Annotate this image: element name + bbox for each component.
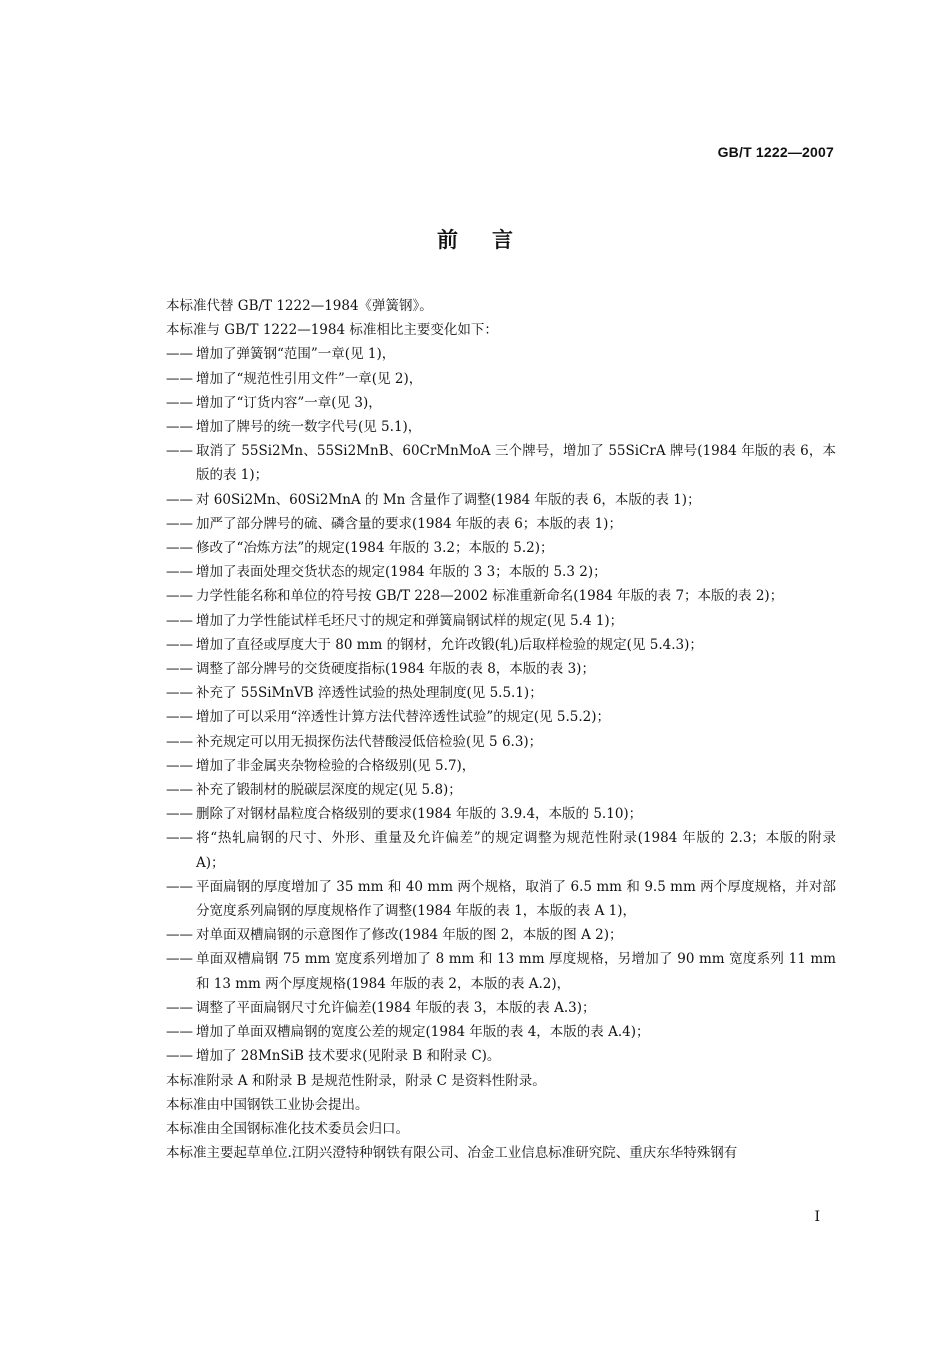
change-item bbox=[166, 342, 836, 366]
change-item-text: 将“热轧扁钢的尺寸、外形、重量及允许偏差”的规定调整为规范性附录(1984 年版的 2.3；本版的附录 A)； bbox=[196, 830, 836, 871]
change-item bbox=[166, 1044, 836, 1068]
dash-marker: —— bbox=[166, 515, 193, 532]
change-item-text: 力学性能名称和单位的符号按 GB/T 228—2002 标准重新命名(1984 年版的表 7；本版的表 2)； bbox=[196, 588, 784, 605]
change-item bbox=[166, 705, 836, 729]
intro-line-2: 本标准与 GB/T 1222—1984 标准相比主要变化如下： bbox=[166, 322, 498, 339]
change-item-text: 取消了 55Si2Mn、55Si2MnB、60CrMnMoA 三个牌号，增加了 55SiCrA 牌号(1984 年版的表 6，本版的表 1)； bbox=[196, 443, 836, 484]
change-item-text: 对单面双槽扁钢的示意图作了修改(1984 年版的图 2，本版的图 A 2)； bbox=[196, 927, 623, 944]
change-item bbox=[166, 609, 836, 633]
dash-marker: —— bbox=[166, 757, 193, 774]
change-item bbox=[166, 923, 836, 947]
change-item bbox=[166, 488, 836, 512]
dash-marker: —— bbox=[166, 733, 193, 750]
change-item bbox=[166, 560, 836, 584]
intro-line-1: 本标准代替 GB/T 1222—1984《弹簧钢》。 bbox=[166, 298, 433, 314]
foreword-body bbox=[166, 294, 836, 1165]
change-item bbox=[166, 657, 836, 681]
change-item bbox=[166, 681, 836, 705]
dash-marker: —— bbox=[166, 661, 193, 678]
closing-line-4: 本标准主要起草单位.江阴兴澄特种钢铁有限公司、冶金工业信息标准研究院、重庆东华特殊钢有 bbox=[166, 1145, 738, 1162]
change-item bbox=[166, 1020, 836, 1044]
dash-marker: —— bbox=[166, 564, 193, 581]
closing-line-2: 本标准由中国钢铁工业协会提出。 bbox=[166, 1096, 369, 1113]
change-item-text: 增加了“规范性引用文件”一章(见 2)， bbox=[196, 370, 423, 387]
dash-marker: —— bbox=[166, 394, 193, 411]
dash-marker: —— bbox=[166, 1048, 193, 1065]
dash-marker: —— bbox=[166, 419, 193, 436]
change-item-text: 调整了部分牌号的交货硬度指标(1984 年版的表 8，本版的表 3)； bbox=[196, 661, 595, 678]
change-item-text: 增加了直径或厚度大于 80 mm 的钢材，允许改锻(轧)后取样检验的规定(见 5.4.3)； bbox=[196, 636, 703, 653]
change-item bbox=[166, 947, 836, 995]
change-item-text: 增加了牌号的统一数字代号(见 5.1)， bbox=[196, 419, 422, 436]
closing-line-3: 本标准由全国钢标准化技术委员会归口。 bbox=[166, 1120, 409, 1137]
change-item bbox=[166, 439, 836, 487]
change-item bbox=[166, 826, 836, 874]
dash-marker: —— bbox=[166, 806, 193, 823]
change-item bbox=[166, 367, 836, 391]
dash-marker: —— bbox=[166, 370, 193, 387]
change-item-text: 加严了部分牌号的硫、磷含量的要求(1984 年版的表 6；本版的表 1)； bbox=[196, 515, 622, 532]
dash-marker: —— bbox=[166, 346, 193, 363]
dash-marker: —— bbox=[166, 830, 193, 847]
change-item-text: 增加了力学性能试样毛坯尺寸的规定和弹簧扁钢试样的规定(见 5.4 1)； bbox=[196, 612, 624, 629]
dash-marker: —— bbox=[166, 636, 193, 653]
change-item-text: 删除了对钢材晶粒度合格级别的要求(1984 年版的 3.9.4，本版的 5.10)； bbox=[196, 806, 643, 823]
dash-marker: —— bbox=[166, 540, 193, 557]
change-item-text: 增加了单面双槽扁钢的宽度公差的规定(1984 年版的表 4，本版的表 A.4)； bbox=[196, 1024, 650, 1041]
change-item bbox=[166, 996, 836, 1020]
dash-marker: —— bbox=[166, 443, 193, 460]
change-item-text: 增加了表面处理交货状态的规定(1984 年版的 3 3；本版的 5.3 2)； bbox=[196, 564, 607, 581]
change-item-text: 修改了“冶炼方法”的规定(1984 年版的 3.2；本版的 5.2)； bbox=[196, 540, 554, 557]
change-item-text: 对 60Si2Mn、60Si2MnA 的 Mn 含量作了调整(1984 年版的表 6，本版的表 1)； bbox=[196, 491, 701, 508]
change-item-text: 增加了弹簧钢“范围”一章(见 1)， bbox=[196, 346, 396, 363]
change-item bbox=[166, 730, 836, 754]
dash-marker: —— bbox=[166, 782, 193, 799]
dash-marker: —— bbox=[166, 685, 193, 702]
change-item-text: 增加了“订货内容”一章(见 3)， bbox=[196, 394, 382, 411]
change-item bbox=[166, 802, 836, 826]
dash-marker: —— bbox=[166, 878, 193, 895]
dash-marker: —— bbox=[166, 999, 193, 1016]
dash-marker: —— bbox=[166, 612, 193, 629]
closing-line-1: 本标准附录 A 和附录 B 是规范性附录，附录 C 是资料性附录。 bbox=[166, 1072, 546, 1089]
dash-marker: —— bbox=[166, 951, 193, 968]
change-item bbox=[166, 536, 836, 560]
change-item bbox=[166, 584, 836, 608]
dash-marker: —— bbox=[166, 709, 193, 726]
change-item-text: 增加了可以采用“淬透性计算方法代替淬透性试验”的规定(见 5.5.2)； bbox=[196, 709, 610, 726]
change-item-text: 补充规定可以用无损探伤法代替酸浸低倍检验(见 5 6.3)； bbox=[196, 733, 543, 750]
page-title: 前言 bbox=[437, 228, 547, 252]
change-item bbox=[166, 875, 836, 923]
standard-number: GB/T 1222—2007 bbox=[717, 144, 834, 160]
change-item bbox=[166, 754, 836, 778]
dash-marker: —— bbox=[166, 1024, 193, 1041]
change-item-text: 单面双槽扁钢 75 mm 宽度系列增加了 8 mm 和 13 mm 厚度规格，另增加了 90 mm 宽度系列 11 mm 和 13 mm 两个厚度规格(1984 年版的表 2，本版的表 A.2)， bbox=[196, 951, 836, 992]
dash-marker: —— bbox=[166, 927, 193, 944]
change-item bbox=[166, 778, 836, 802]
change-item bbox=[166, 391, 836, 415]
page-number: I bbox=[814, 1209, 820, 1225]
change-item bbox=[166, 415, 836, 439]
dash-marker: —— bbox=[166, 491, 193, 508]
change-item-text: 调整了平面扁钢尺寸允许偏差(1984 年版的表 3，本版的表 A.3)； bbox=[196, 999, 596, 1016]
change-item-text: 补充了锻制材的脱碳层深度的规定(见 5.8)； bbox=[196, 782, 462, 799]
change-item-text: 增加了非金属夹杂物检验的合格级别(见 5.7)， bbox=[196, 757, 476, 774]
dash-marker: —— bbox=[166, 588, 193, 605]
change-item-text: 增加了 28MnSiB 技术要求(见附录 B 和附录 C)。 bbox=[196, 1048, 501, 1065]
change-item-text: 平面扁钢的厚度增加了 35 mm 和 40 mm 两个规格，取消了 6.5 mm 和 9.5 mm 两个厚度规格，并对部分宽度系列扁钢的厚度规格作了调整(1984 年版的表 1，本版的表 A 1)， bbox=[196, 878, 836, 920]
change-item-text: 补充了 55SiMnVB 淬透性试验的热处理制度(见 5.5.1)； bbox=[196, 685, 543, 702]
change-item bbox=[166, 512, 836, 536]
change-item bbox=[166, 633, 836, 657]
